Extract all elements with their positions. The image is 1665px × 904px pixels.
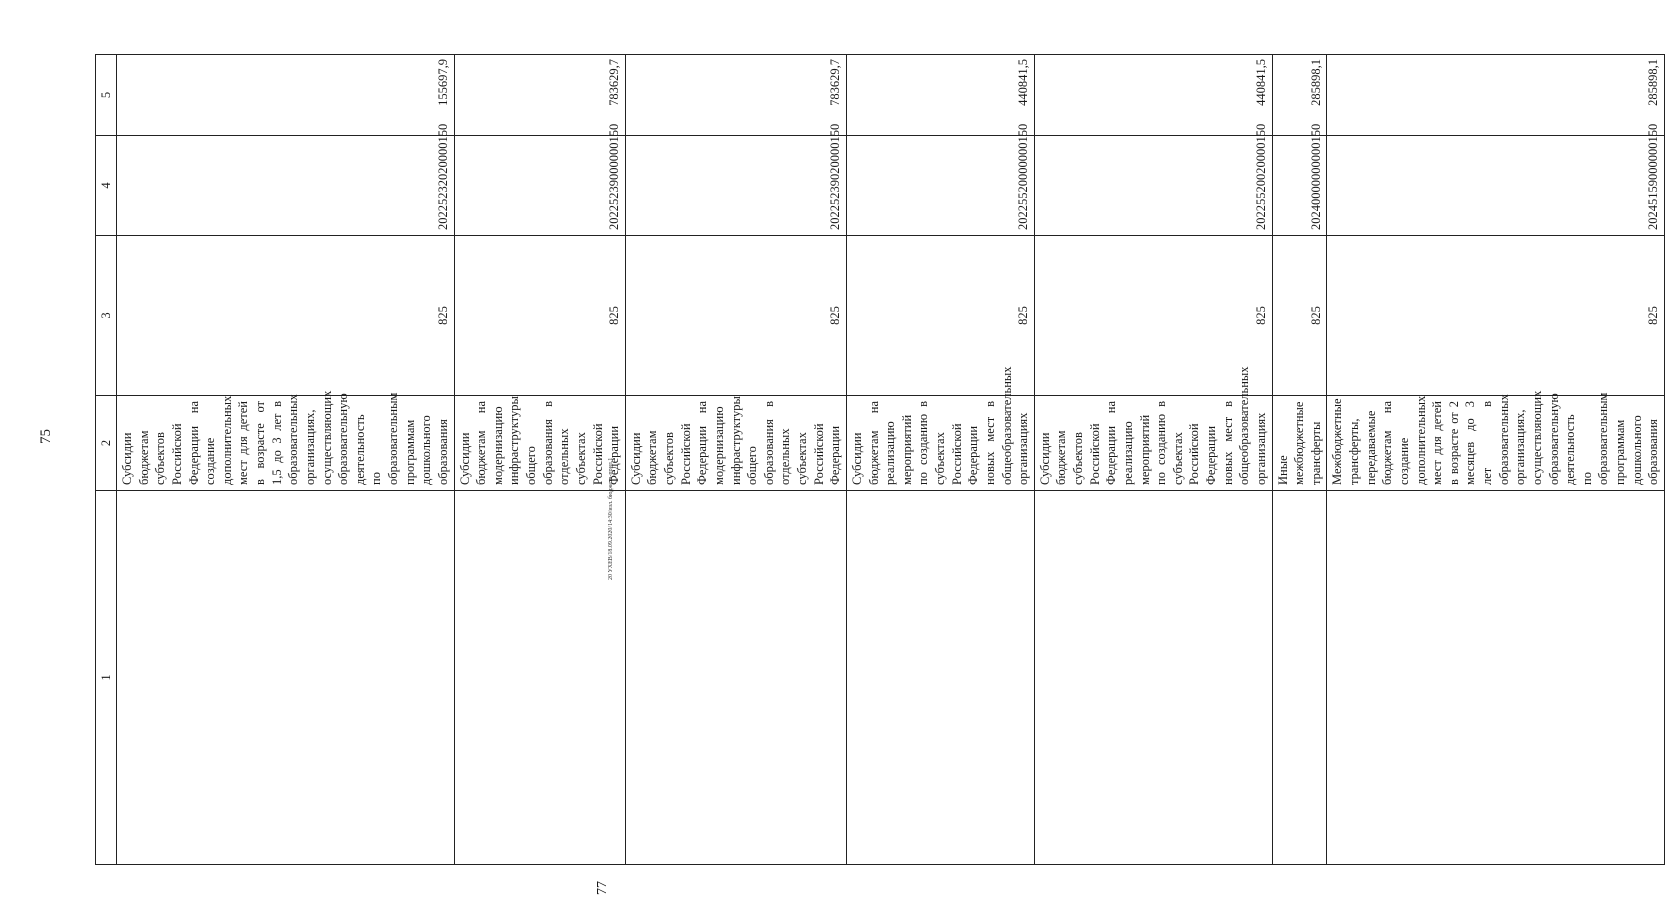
column-header: 5: [96, 55, 117, 136]
row-admin-cell: 825: [625, 236, 846, 396]
row-admin-cell: 825: [454, 236, 625, 396]
row-amount-cell: 783629,7: [625, 55, 846, 136]
row-name-cell: Субсидии бюджетам субъектов Российской Федерации на создание дополнительных мест для детей в возрасте от 1,5 до 3 лет в образовательных организациях, осуществляющих образовательную деятельность по образовательным программам дошкольного образования: [117, 396, 455, 491]
row-number-cell: [454, 491, 625, 865]
row-name-cell: Субсидии бюджетам субъектов Российской Федерации на модернизацию инфраструктуры общего образования в отдельных субъектах Российской Федерации: [625, 396, 846, 491]
row-number-cell: [1272, 491, 1327, 865]
table-row: [1034, 55, 1272, 865]
row-number-cell: [117, 491, 455, 865]
row-code-cell: 20225520020000150: [1034, 136, 1272, 236]
table-row: [1327, 55, 1665, 865]
row-admin-cell: 825: [1327, 236, 1665, 396]
row-name-cell: Субсидии бюджетам на модернизацию инфраструктуры общего образования в отдельных субъектах Российской Федерации: [454, 396, 625, 491]
row-amount-cell: 440841,5: [1034, 55, 1272, 136]
column-header: 1: [96, 491, 117, 865]
table-row: [117, 55, 455, 865]
table-row: [454, 55, 625, 865]
row-name-cell: Иные межбюджетные трансферты: [1272, 396, 1327, 491]
row-code-cell: 20240000000000150: [1272, 136, 1327, 236]
row-code-cell: 20225239000000150: [454, 136, 625, 236]
row-amount-cell: 440841,5: [846, 55, 1034, 136]
row-admin-cell: 825: [1272, 236, 1327, 396]
table-row: [1272, 55, 1327, 865]
row-amount-cell: 155697,9: [117, 55, 455, 136]
corner-number: 77: [595, 881, 610, 895]
row-name-cell: Субсидии бюджетам на реализацию мероприятий по созданию в субъектах Российской Федерации новых мест в общеобразовательных организациях: [846, 396, 1034, 491]
row-name-cell: Субсидии бюджетам субъектов Российской Федерации на реализацию мероприятий по созданию в субъектах Российской Федерации новых мест в общеобразовательных организациях: [1034, 396, 1272, 491]
row-code-cell: 20245159000000150: [1327, 136, 1665, 236]
row-code-cell: 20225239020000150: [625, 136, 846, 236]
budget-table: [95, 54, 1665, 865]
row-admin-cell: 825: [846, 236, 1034, 396]
row-number-cell: [625, 491, 846, 865]
row-code-cell: 20225520000000150: [846, 136, 1034, 236]
column-header: 3: [96, 236, 117, 396]
row-amount-cell: 285898,1: [1272, 55, 1327, 136]
column-header: 2: [96, 396, 117, 491]
footer-code: 20 УХЕВ/18.09.2020/14:30/изл. бюджета-прил.1: [608, 457, 614, 580]
table-header-row: [96, 55, 117, 865]
row-amount-cell: 783629,7: [454, 55, 625, 136]
row-number-cell: [1034, 491, 1272, 865]
row-number-cell: [846, 491, 1034, 865]
row-number-cell: [1327, 491, 1665, 865]
row-admin-cell: 825: [117, 236, 455, 396]
row-code-cell: 20225232020000150: [117, 136, 455, 236]
row-amount-cell: 285898,1: [1327, 55, 1665, 136]
table-row: [625, 55, 846, 865]
row-admin-cell: 825: [1034, 236, 1272, 396]
row-name-cell: Межбюджетные трансферты, передаваемые бюджетам на создание дополнительных мест для детей в возрасте от 2 месяцев до 3 лет в образовательных организациях, осуществляющих образовательную деятельность по образовательным программам дошкольного образования: [1327, 396, 1665, 491]
column-header: 4: [96, 136, 117, 236]
table-row: [846, 55, 1034, 865]
page-number: 75: [38, 429, 54, 444]
